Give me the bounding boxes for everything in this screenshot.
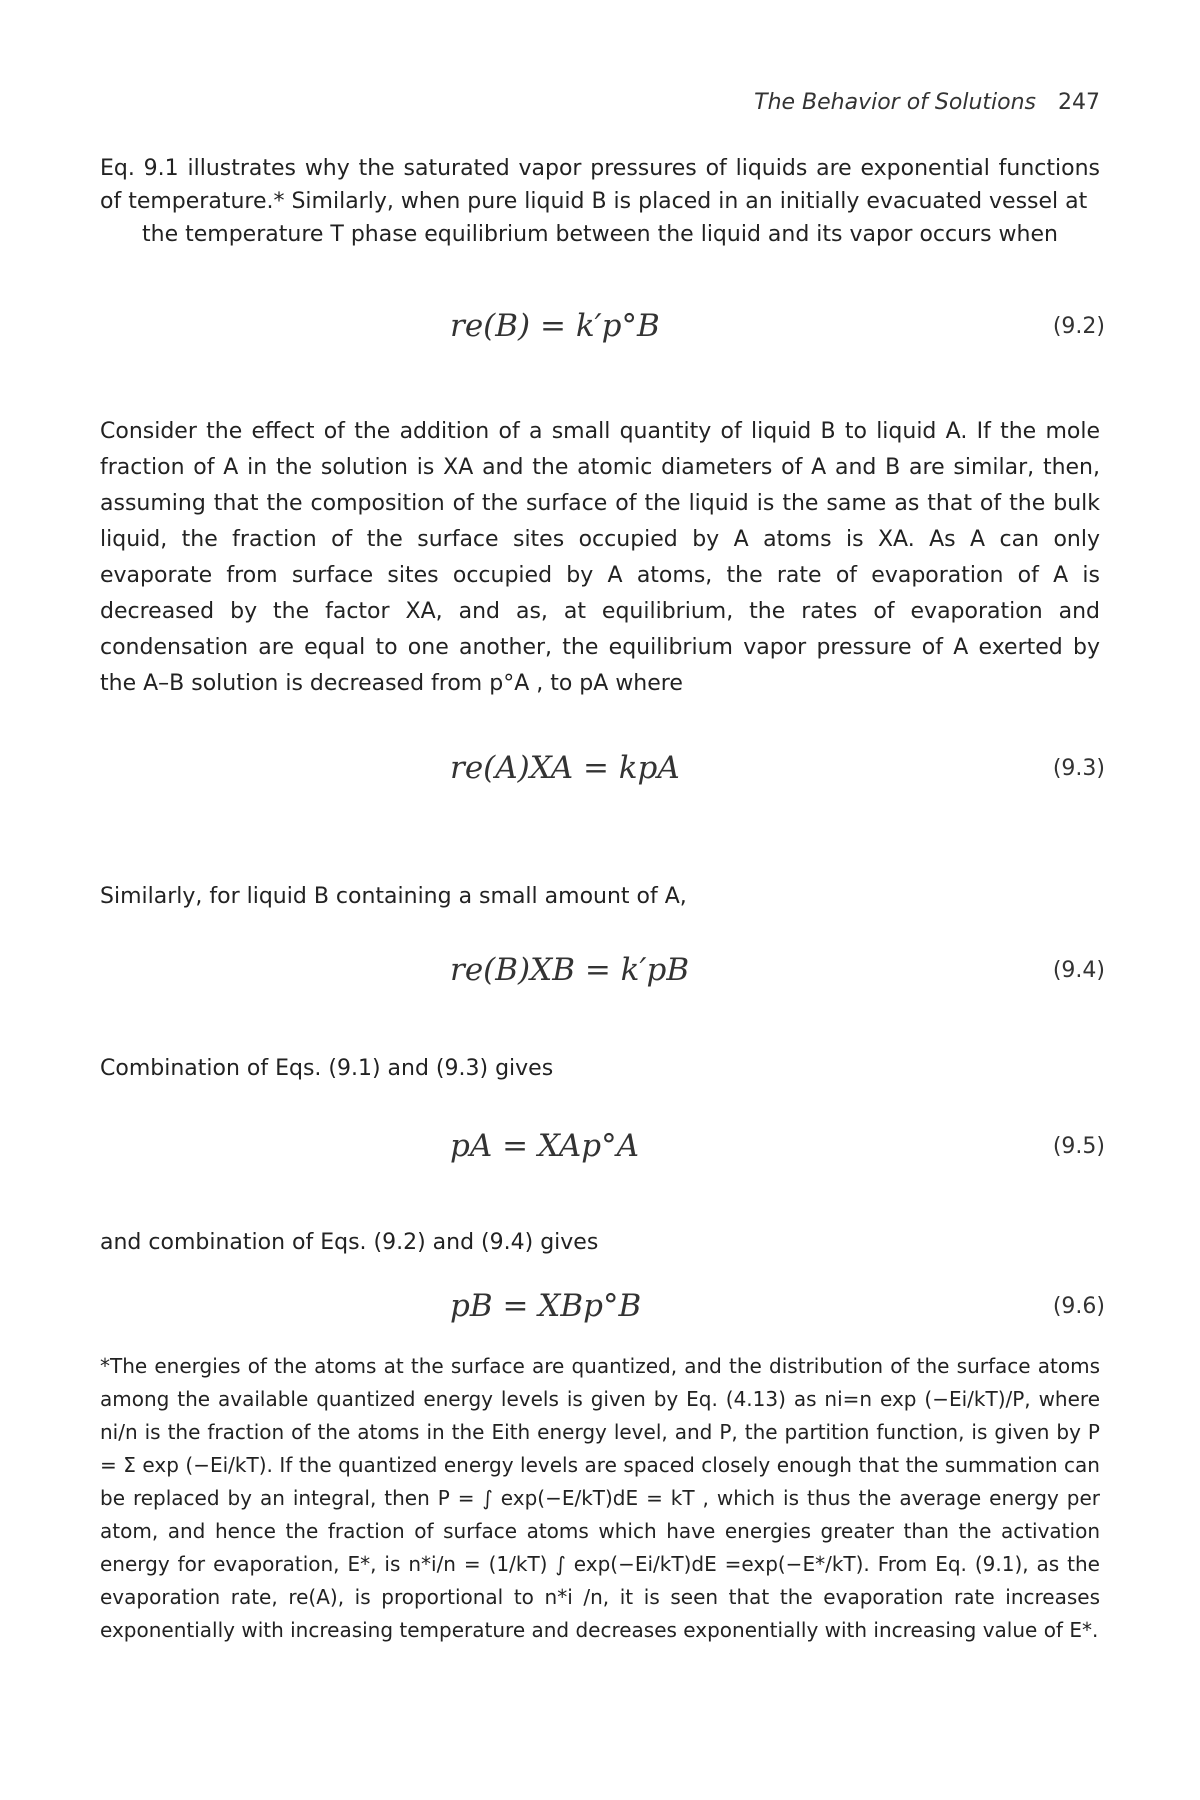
equation-number: (9.5) <box>1052 1134 1105 1159</box>
equation-expression: re(B)XB = k′pB <box>450 952 690 988</box>
paragraph-3: Similarly, for liquid B containing a small amount of A, <box>100 884 687 909</box>
equation-expression: re(B) = k′p°B <box>450 308 660 344</box>
equation-9-2 <box>0 308 1200 358</box>
equation-number: (9.6) <box>1052 1294 1105 1319</box>
equation-number: (9.4) <box>1052 958 1105 983</box>
page-number: 247 <box>1058 90 1100 115</box>
paragraph-4: Combination of Eqs. (9.1) and (9.3) gives <box>100 1056 554 1081</box>
running-header <box>754 90 1100 115</box>
equation-expression: re(A)XA = kpA <box>450 750 680 786</box>
equation-9-5 <box>0 1128 1200 1178</box>
equation-number: (9.3) <box>1052 756 1105 781</box>
paragraph-2: Consider the effect of the addition of a small quantity of liquid B to liquid A. If the mole fraction of A in the solution is XA and the atomic diameters of A and B are similar, then, assuming that the composition of the surface of the liquid is the same as that of the bulk liquid, the fraction of the surface sites occupied by A atoms is XA. As A can only evaporate from surface sites occupied by A atoms, the rate of evaporation of A is decreased by the factor XA, and as, at equilibrium, the rates of evaporation and condensation are equal to one another, the equilibrium vapor pressure of A exerted by the A–B solution is decreased from p°A , to pA where <box>100 419 1100 696</box>
equation-9-3 <box>0 750 1200 800</box>
running-title: The Behavior of Solutions <box>754 90 1036 115</box>
equation-9-4 <box>0 952 1200 1002</box>
equation-expression: pB = XBp°B <box>450 1288 642 1324</box>
paragraph-1 <box>100 152 1100 251</box>
footnote: *The energies of the atoms at the surface are quantized, and the distribution of the surface atoms among the available quantized energy levels is given by Eq. (4.13) as ni=n exp (−Ei/kT)/P, where ni/n is the fraction of the atoms in the Eith energy level, and P, the partition function, is given by P = Σ exp (−Ei/kT). If the quantized energy levels are spaced closely enough that the summation can be replaced by an integral, then P = ∫ exp(−E/kT)dE = kT , which is thus the average energy per atom, and hence the fraction of surface atoms which have energies greater than the activation energy for evaporation, E*, is n*i/n = (1/kT) ∫ exp(−Ei/kT)dE =exp(−E*/kT). From Eq. (9.1), as the evaporation rate, re(A), is proportional to n*i /n, it is seen that the evaporation rate increases exponentially with increasing temperature and decreases exponentially with increasing value of E*. <box>100 1354 1100 1642</box>
equation-expression: pA = XAp°A <box>450 1128 639 1164</box>
paragraph-5: and combination of Eqs. (9.2) and (9.4) gives <box>100 1230 599 1255</box>
paragraph-1-last-line: the temperature T phase equilibrium between the liquid and its vapor occurs when <box>142 222 1058 247</box>
paragraph-1-text: Eq. 9.1 illustrates why the saturated vapor pressures of liquids are exponential functions of temperature.* Similarly, when pure liquid B is placed in an initially evacuated vessel at <box>100 156 1100 214</box>
equation-9-6 <box>0 1288 1200 1338</box>
equation-number: (9.2) <box>1052 314 1105 339</box>
